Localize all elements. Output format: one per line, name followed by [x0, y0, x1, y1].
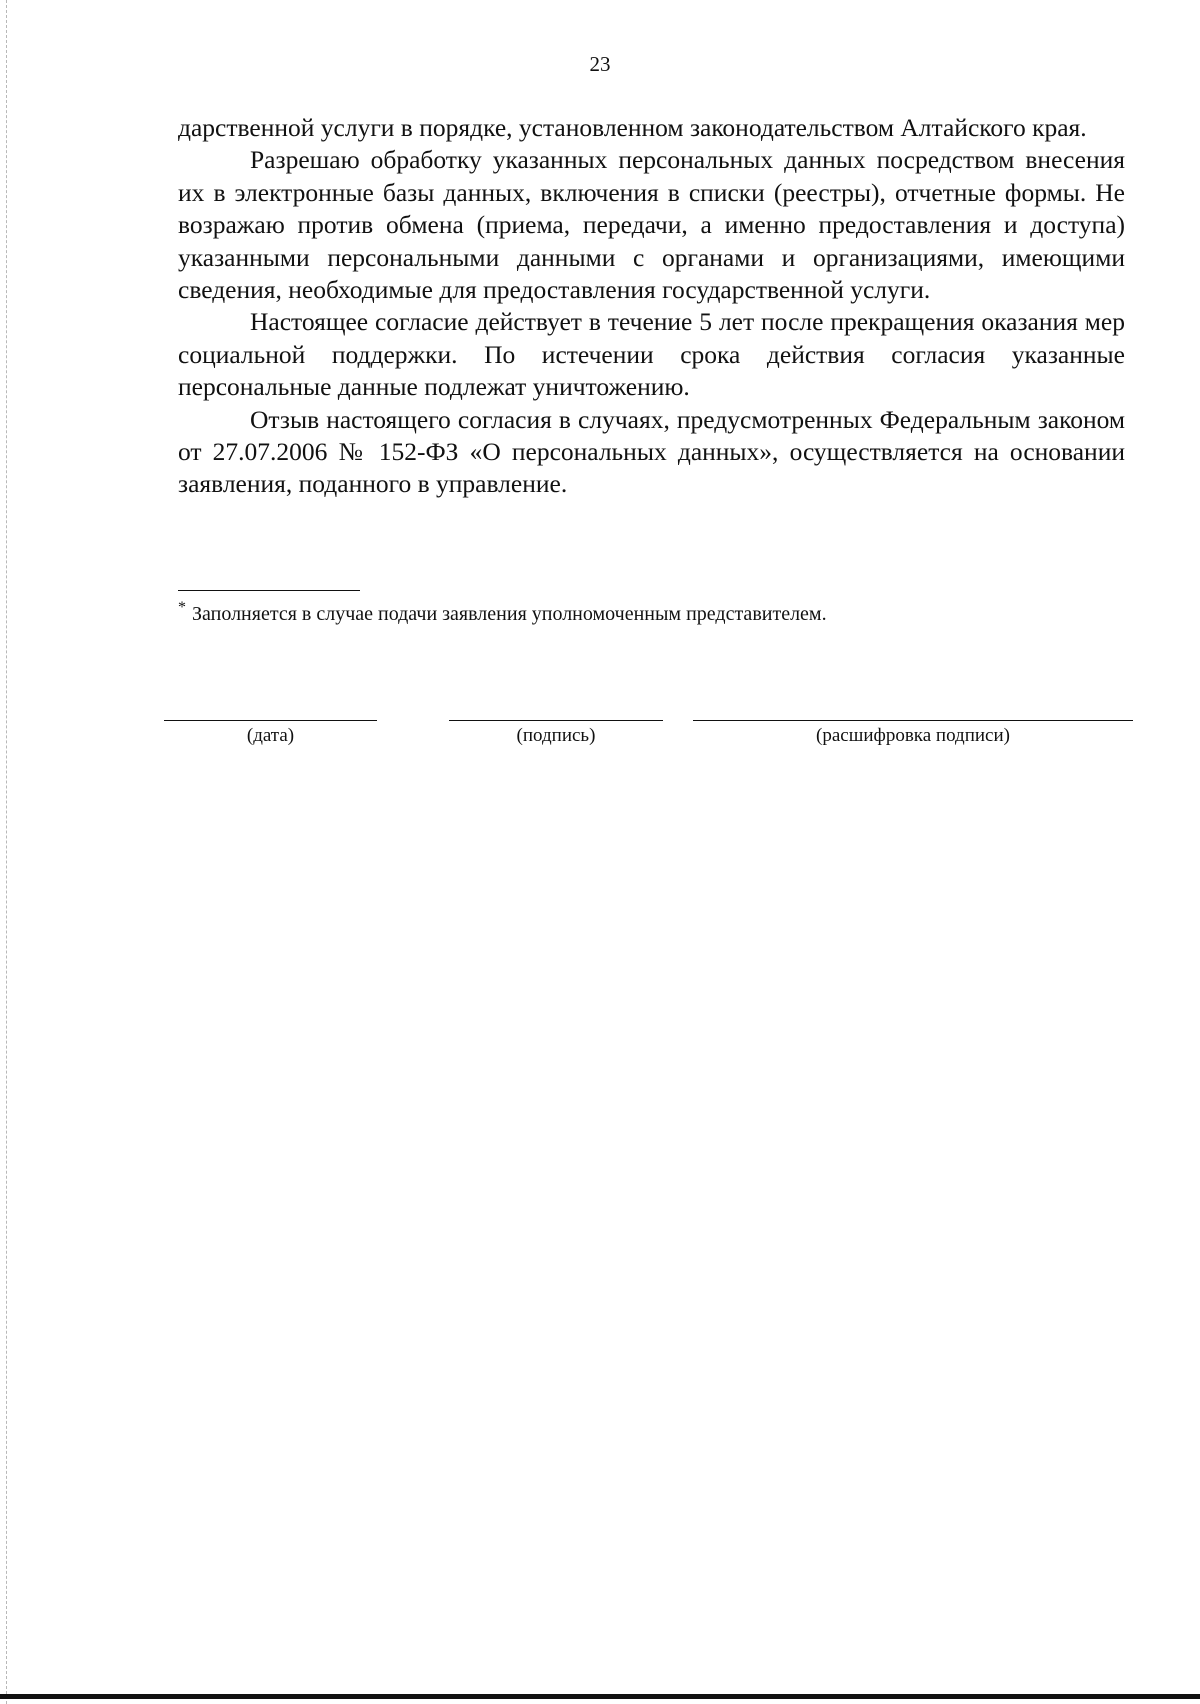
footnote-mark: *: [178, 599, 186, 617]
scan-edge: [6, 0, 7, 1704]
paragraph-consent-revocation: Отзыв настоящего согласия в случаях, предусмотренных Федеральным законом от 27.07.2006 № 152-ФЗ «О персональных данных», осуществляется на основании заявления, поданного в управление.: [178, 404, 1125, 499]
signature-line: [449, 720, 663, 721]
footnote-text: Заполняется в случае подачи заявления уполномоченным представителем.: [192, 603, 827, 625]
date-caption: (дата): [246, 725, 295, 746]
paragraph-consent-processing: Разрешаю обработку указанных персональных данных посредством внесения их в электронные базы данных, включения в списки (реестры), отчетные формы. Не возражаю против обмена (приема, передачи, а именно предоставления и доступа) указанными персональными данными с органами и организациями, имеющими сведения, необходимые для предоставления государственной услуги.: [178, 145, 1125, 305]
bottom-border: [0, 1694, 1200, 1699]
paragraph-continuation: дарственной услуги в порядке, установленном законодательством Алтайского края.: [178, 113, 1087, 142]
footnote-separator: [178, 590, 360, 591]
page-number: 23: [589, 52, 611, 76]
paragraph-consent-duration: Настоящее согласие действует в течение 5 лет после прекращения оказания мер социальной поддержки. По истечении срока действия согласия указанные персональные данные подлежат уничтожению.: [178, 307, 1125, 402]
signature-decoding-field: [693, 720, 1133, 748]
date-field: [164, 720, 377, 748]
date-line: [164, 720, 377, 721]
body-text: [178, 112, 1125, 501]
signature-decoding-line: [693, 720, 1133, 721]
footnote: [178, 601, 827, 627]
signature-caption: (подпись): [516, 725, 596, 746]
signature-decoding-caption: (расшифровка подписи): [816, 725, 1010, 746]
signature-field: [449, 720, 663, 748]
